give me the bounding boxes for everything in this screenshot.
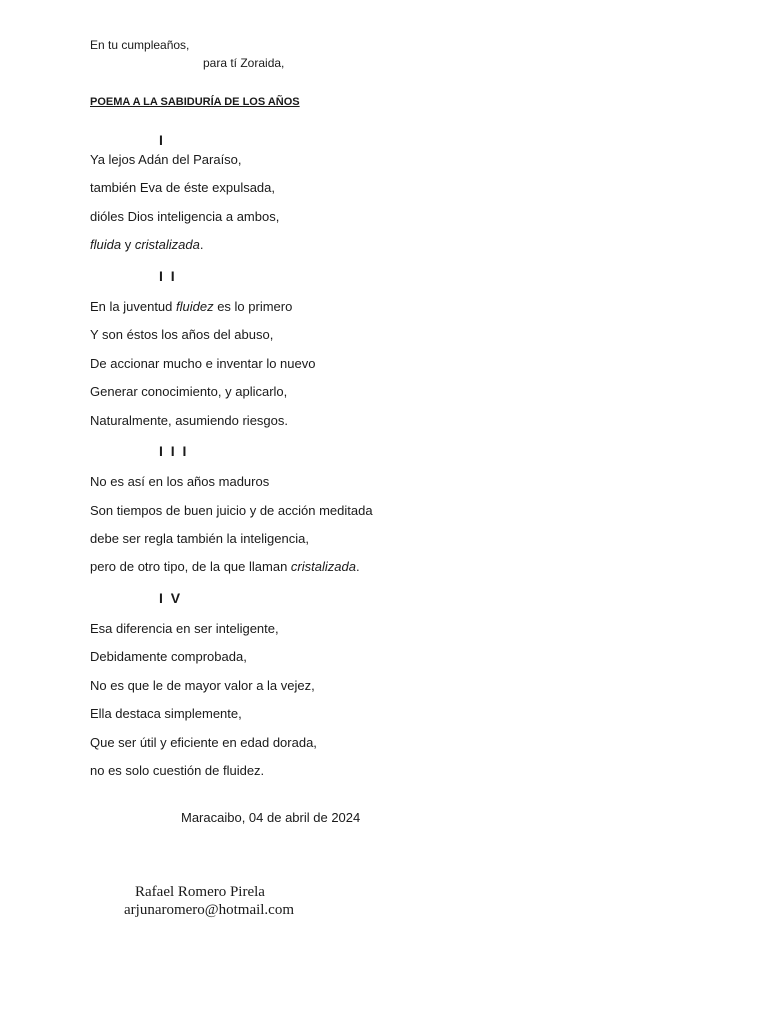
line-text: En la juventud (90, 299, 177, 314)
italic-cristalizada: cristalizada (290, 559, 356, 574)
stanza-4-line-5: Que ser útil y eficiente en edad dorada, (90, 735, 317, 750)
line-text: pero de otro tipo, de la que llaman (90, 559, 291, 574)
period-text: . (355, 559, 360, 574)
stanza-4-line-3: No es que le de mayor valor a la vejez, (90, 678, 315, 693)
greeting-line-1: En tu cumpleaños, (90, 38, 190, 52)
stanza-3-line-3: debe ser regla también la inteligencia, (90, 531, 309, 546)
place-date: Maracaibo, 04 de abril de 2024 (181, 810, 361, 825)
stanza-3-line-2: Son tiempos de buen juicio y de acción meditada (90, 503, 373, 518)
stanza-3-line-1: No es así en los años maduros (90, 474, 270, 489)
stanza-2-line-5: Naturalmente, asumiendo riesgos. (90, 413, 288, 428)
author-name: Rafael Romero Pirela (135, 884, 265, 900)
stanza-1-line-1: Ya lejos Adán del Paraíso, (90, 152, 242, 167)
stanza-4-line-6: no es solo cuestión de fluidez. (90, 763, 265, 778)
stanza-4-line-4: Ella destaca simplemente, (90, 706, 242, 721)
stanza-1-numeral: I (159, 132, 165, 148)
poem-title: POEMA A LA SABIDURÍA DE LOS AÑOS (90, 96, 300, 108)
stanza-4-line-1: Esa diferencia en ser inteligente, (90, 621, 279, 636)
line-text: es lo primero (213, 299, 293, 314)
greeting-line-2: para tí Zoraida, (203, 56, 285, 70)
stanza-2-line-4: Generar conocimiento, y aplicarlo, (90, 384, 288, 399)
stanza-2-line-3: De accionar mucho e inventar lo nuevo (90, 356, 316, 371)
stanza-3-numeral: I I I (159, 443, 189, 459)
stanza-2-line-2: Y son éstos los años del abuso, (90, 327, 274, 342)
stanza-2-line-1 (90, 299, 292, 315)
conjunction-text: y (121, 237, 135, 252)
italic-fluidez: fluidez (176, 299, 214, 314)
stanza-2-numeral: I I (159, 268, 177, 284)
stanza-3-line-4 (90, 559, 360, 575)
stanza-4-numeral: I V (159, 590, 183, 606)
stanza-1-line-4 (90, 237, 203, 253)
italic-fluida: fluida (90, 237, 122, 252)
italic-cristalizada: cristalizada (134, 237, 200, 252)
stanza-1-line-2: también Eva de éste expulsada, (90, 180, 276, 195)
stanza-4-line-2: Debidamente comprobada, (90, 649, 247, 664)
stanza-1-line-3: dióles Dios inteligencia a ambos, (90, 209, 280, 224)
period-text: . (199, 237, 204, 252)
author-email: arjunaromero@hotmail.com (124, 902, 295, 918)
